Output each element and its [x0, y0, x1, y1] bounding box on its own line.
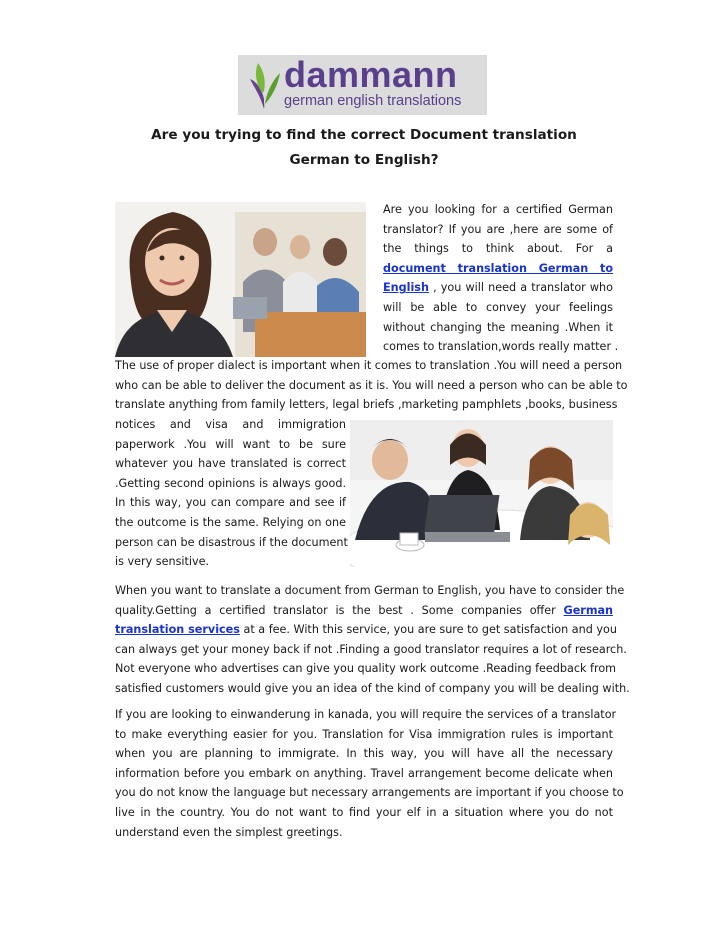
text-line: who can be able to deliver the document as it is. You will need a person who can be able to	[115, 378, 628, 392]
text-line: Not everyone who advertises can give you quality work outcome .Reading feedback from	[115, 662, 617, 676]
text-line	[115, 601, 613, 621]
logo-tagline: german english translations	[284, 93, 462, 109]
english-link[interactable]: English	[383, 281, 429, 295]
office-team-illustration	[115, 202, 366, 357]
text-fragment: at a fee. With this service, you are sure to get satisfaction and you	[243, 623, 617, 637]
dialect-paragraph-continued	[115, 415, 346, 572]
business-meeting-illustration	[350, 420, 613, 567]
text-fragment: quality.Getting a certified translator is the best . Some companies offer	[115, 603, 556, 617]
text-line: live in the country. You do not want to find your elf in a situation where you do not	[115, 805, 613, 819]
text-line: translate anything from family letters, legal briefs ,marketing pamphlets ,books, business	[115, 398, 618, 412]
text-line: the outcome is the same. Relying on one	[115, 515, 346, 529]
text-line: satisfied customers would give you an idea of the kind of company you will be dealing with.	[115, 681, 630, 695]
german-link[interactable]: German	[563, 603, 613, 617]
immigration-paragraph	[115, 705, 624, 842]
translation-services-link[interactable]: translation services	[115, 623, 240, 637]
office-team-photo	[115, 202, 366, 357]
text-line: .Getting second opinions is always good.	[115, 476, 346, 490]
intro-paragraph	[383, 200, 619, 357]
text-line: will be able to convey your feelings	[383, 300, 613, 314]
text-line: translator? If you are ,here are some of	[383, 222, 613, 236]
company-logo	[238, 55, 487, 115]
text-line	[383, 278, 613, 298]
text-line	[115, 620, 617, 640]
page-title-line-2: German to English?	[289, 152, 439, 168]
text-line: If you are looking to einwanderung in kanada, you will require the services of a translator	[115, 708, 617, 721]
text-line: when you are planning to immigrate. In this way, you will have all the necessary	[115, 747, 613, 761]
text-line: the things to think about. For a	[383, 242, 613, 256]
document-translation-link[interactable]: document translation German to	[383, 261, 613, 275]
text-line: paperwork .You will want to be sure	[115, 437, 346, 451]
dialect-paragraph	[115, 356, 628, 415]
text-line: The use of proper dialect is important when it comes to translation .You will need a person	[115, 359, 623, 372]
german-english-paragraph	[115, 581, 630, 699]
text-line: can always get your money back if not .Finding a good translator requires a lot of research.	[115, 642, 627, 656]
text-line: whatever you have translated is correct	[115, 457, 346, 471]
text-line: is very sensitive.	[115, 555, 210, 569]
text-line: to make everything easier for you. Translation for Visa immigration rules is important	[115, 727, 613, 741]
text-line: notices and visa and immigration	[115, 418, 346, 431]
page-title-line-1: Are you trying to find the correct Document translation	[151, 127, 577, 143]
text-line: comes to translation,words really matter .	[383, 340, 619, 354]
text-fragment: , you will need a translator who	[433, 281, 613, 295]
text-line	[383, 259, 613, 279]
text-line: information before you embark on anything. Travel arrangement become delicate when	[115, 766, 613, 780]
leaf-icon	[246, 59, 282, 111]
logo-wordmark: dammann	[284, 54, 458, 95]
text-line: without changing the meaning .When it	[383, 320, 613, 334]
text-line: When you want to translate a document from German to English, you have to consider the	[115, 584, 625, 597]
text-line: understand even the simplest greetings.	[115, 825, 343, 839]
text-line: person can be disastrous if the document	[115, 535, 348, 549]
text-line: you do not know the language but necessary arrangements are important if you choose to	[115, 786, 624, 800]
text-line: Are you looking for a certified German	[383, 203, 613, 216]
text-line: In this way, you can compare and see if	[115, 496, 346, 510]
business-meeting-photo	[350, 420, 613, 567]
